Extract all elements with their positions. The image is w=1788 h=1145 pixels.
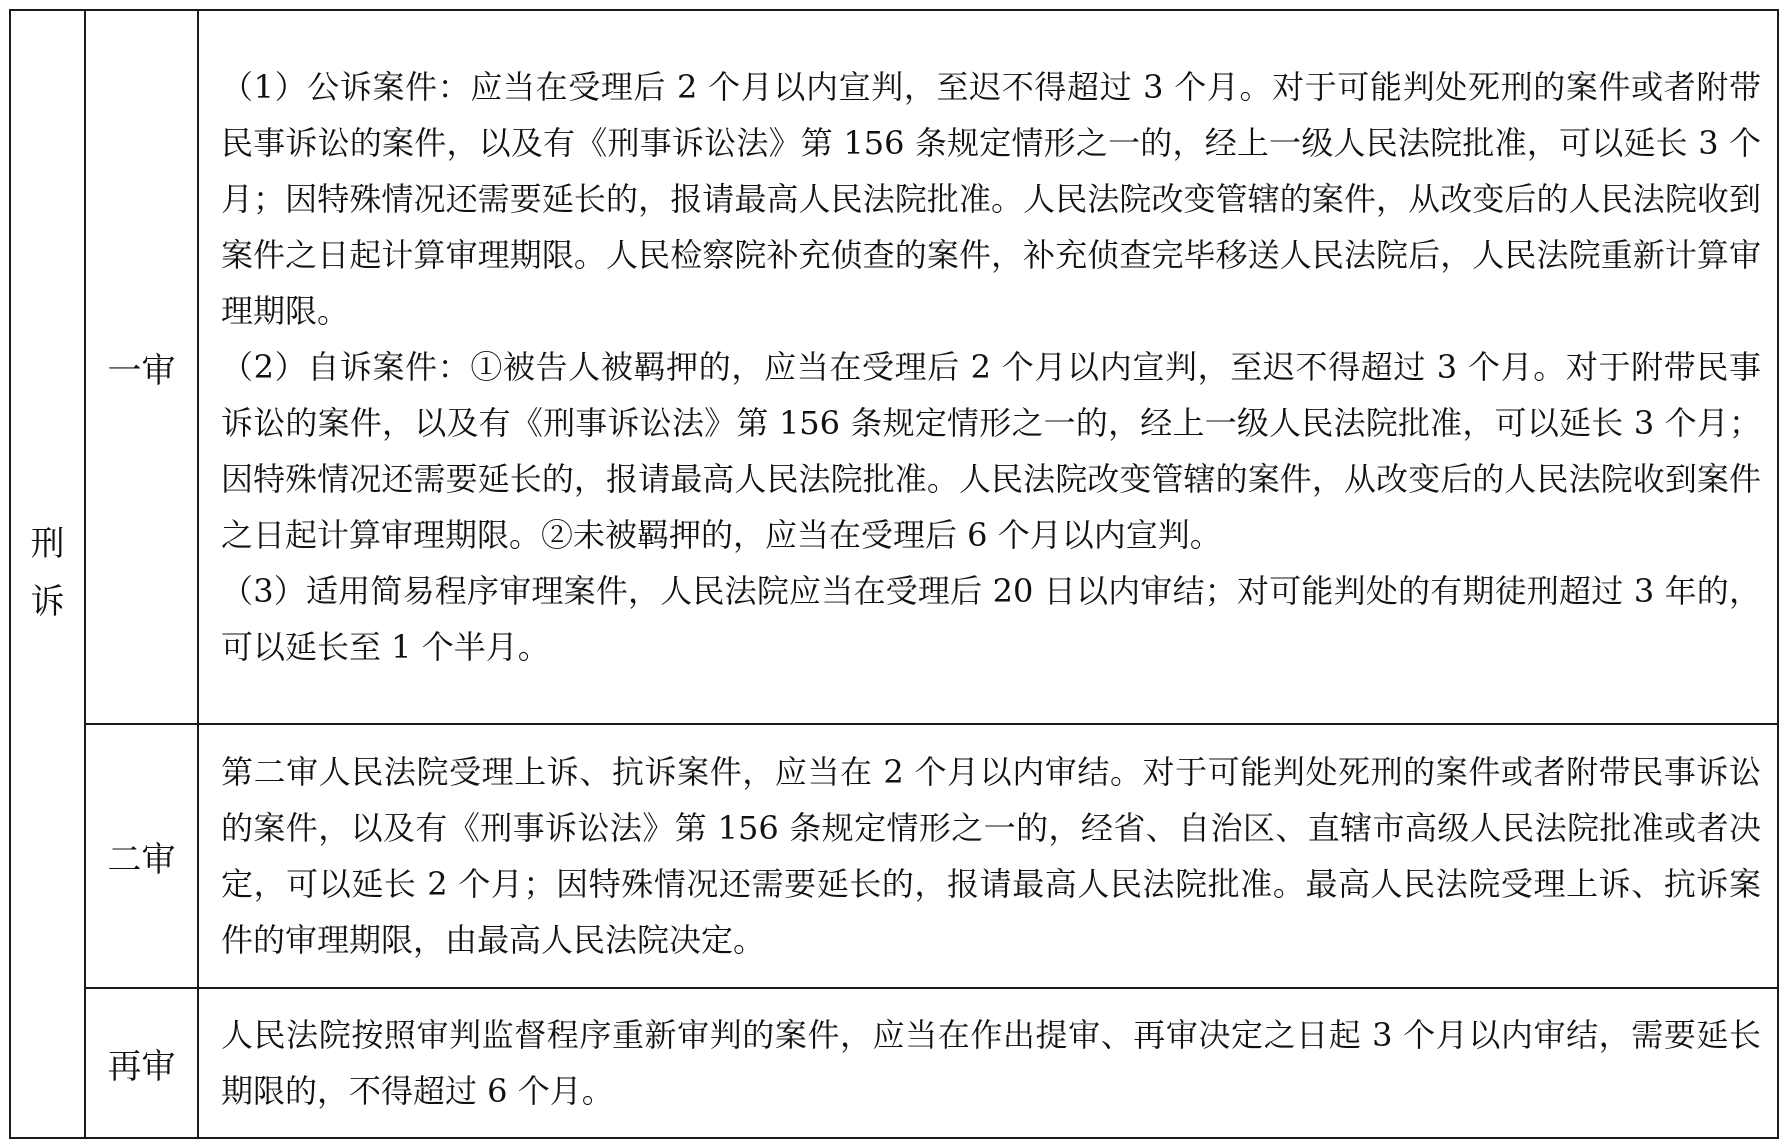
- row-label-second-instance: 二审: [85, 724, 198, 988]
- category-label-bottom: 诉: [30, 582, 65, 622]
- row-label-retrial: 再审: [85, 988, 198, 1138]
- category-label-top: 刑: [30, 524, 65, 565]
- criminal-procedure-time-limit-table: [9, 9, 1779, 1139]
- content-cell-retrial: [198, 988, 1778, 1138]
- paragraph-private-prosecution: （2）自诉案件：①被告人被羁押的，应当在受理后 2 个月以内宣判，至迟不得超过 3 个月。对于附带民事诉讼的案件，以及有《刑事诉讼法》第 156 条规定情形之一的，经上一级人民法院批准，可以延长 3 个月；因特殊情况还需要延长的，报请最高人民法院批准。人民法院改变管辖的案件，从改变后的人民法院收到案件之日起计算审理期限。②未被羁押的，应当在受理后 6 个月以内宣判。: [221, 348, 1761, 554]
- row-label-first-instance: 一审: [85, 10, 198, 724]
- table-row-first-instance: [10, 10, 1778, 724]
- paragraph-summary-procedure: （3）适用简易程序审理案件，人民法院应当在受理后 20 日以内审结；对可能判处的有期徒刑超过 3 年的，可以延长至 1 个半月。: [221, 572, 1761, 666]
- category-cell: [10, 10, 85, 1138]
- paragraph-second-instance: 第二审人民法院受理上诉、抗诉案件，应当在 2 个月以内审结。对于可能判处死刑的案件或者附带民事诉讼的案件，以及有《刑事诉讼法》第 156 条规定情形之一的，经省、自治区、直辖市高级人民法院批准或者决定，可以延长 2 个月；因特殊情况还需要延长的，报请最高人民法院批准。最高人民法院受理上诉、抗诉案件的审理期限，由最高人民法院决定。: [221, 753, 1761, 959]
- paragraph-retrial: 人民法院按照审判监督程序重新审判的案件，应当在作出提审、再审决定之日起 3 个月以内审结，需要延长期限的，不得超过 6 个月。: [221, 1016, 1761, 1110]
- table-row-second-instance: [10, 724, 1778, 988]
- content-cell-second-instance: [198, 724, 1778, 988]
- table-row-retrial: [10, 988, 1778, 1138]
- content-cell-first-instance: [198, 10, 1778, 724]
- paragraph-public-prosecution: （1）公诉案件：应当在受理后 2 个月以内宣判，至迟不得超过 3 个月。对于可能判处死刑的案件或者附带民事诉讼的案件，以及有《刑事诉讼法》第 156 条规定情形之一的，经上一级人民法院批准，可以延长 3 个月；因特殊情况还需要延长的，报请最高人民法院批准。人民法院改变管辖的案件，从改变后的人民法院收到案件之日起计算审理期限。人民检察院补充侦查的案件，补充侦查完毕移送人民法院后，人民法院重新计算审理期限。: [221, 68, 1761, 330]
